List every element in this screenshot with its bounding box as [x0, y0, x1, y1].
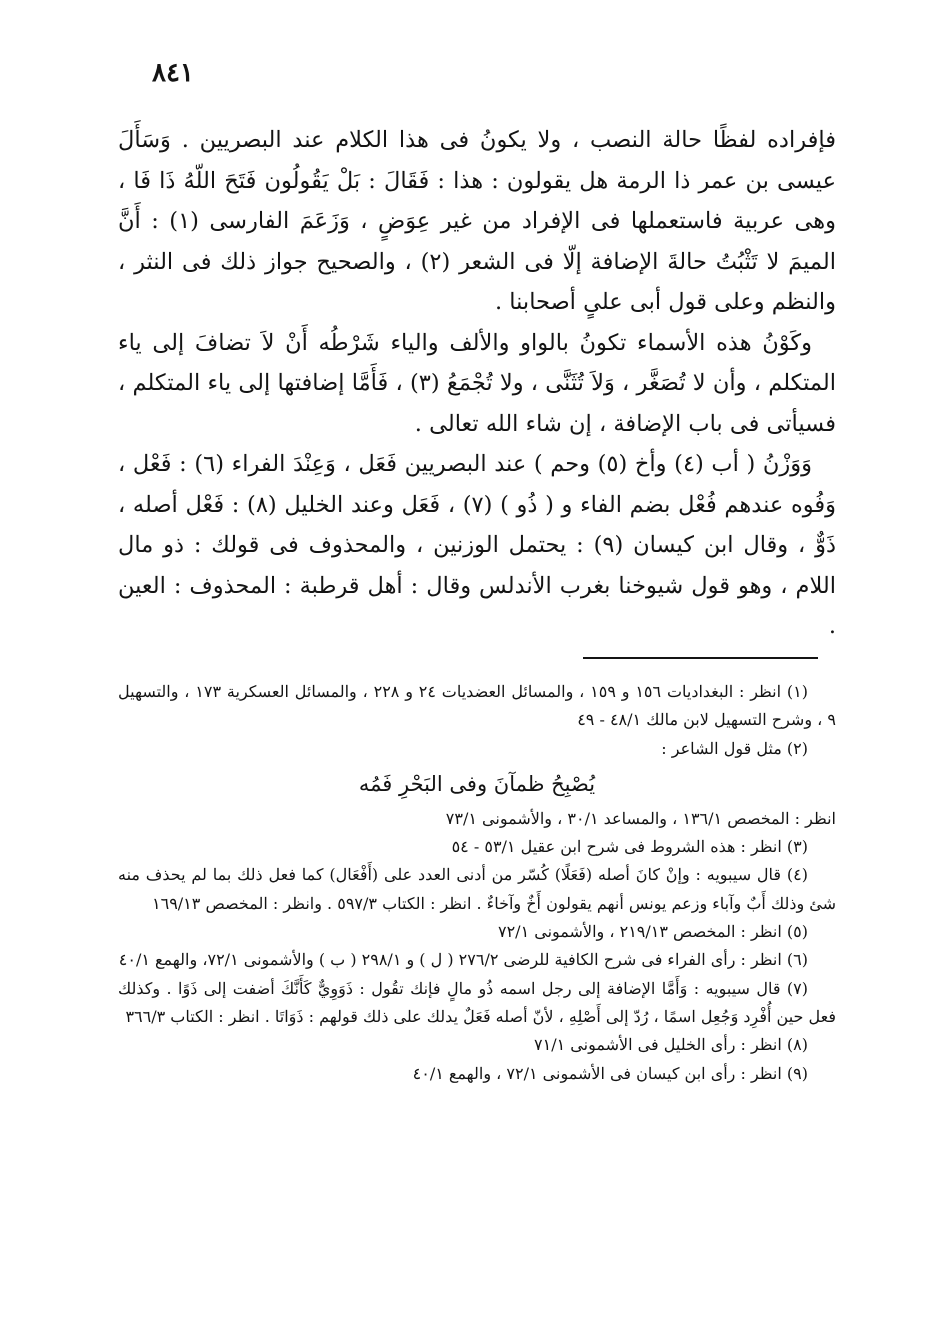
footnote-7: (٧) قال سيبويه : وَأَمَّا الإضافة إلى رجل اسمه ذُو مالٍ فإنك تقُول : ذَوَوِيٌّ كَأَنَّكَ أضفت إلى ذَوًا . وكذلك فعل حين أُفْرِد وَجُعِل اسمًا ، رُدّ إلى أَصْلِهِ ، لأنّ أصله فَعَلٌ يدلك على ذلك قولهم : ذَوَاتَا . انظر : الكتاب ٣٦٦/٣	[118, 978, 836, 1026]
footnote-8: (٨) انظر : رأى الخليل فى الأشمونى ٧١/١	[534, 1035, 808, 1055]
footnote-4: (٤) قال سيبويه : وإنْ كانَ أصله (فَعَلًا) كُسّر من أدنى العدد على (أَفْعَال) كما فعل ذلك بما لم يحذف منه شئ وذلك أَبٌ وآباء وزعم يونس أنهم يقولون أَخٌ وآخاءٌ . انظر : الكتاب ٥٩٧/٣ . وانظر : المخصص ١٦٩/١٣	[118, 865, 836, 913]
footnote-5: (٥) انظر : المخصص ٢١٩/١٣ ، والأشمونى ٧٢/١	[497, 922, 808, 942]
footnote-6: (٦) انظر : رأى الفراء فى شرح الكافية للرضى ٢٧٦/٢ ( ل ) و ٢٩٨/١ ( ب ) والأشمونى ٧٢/١، والهمع ٤٠/١	[118, 950, 808, 970]
footnote-1: (١) انظر : البغداديات ١٥٦ و ١٥٩ ، والمسائل العضديات ٢٤ و ٢٢٨ ، والمسائل العسكرية ١٧٣ ، والتسهيل ٩ ، وشرح التسهيل لابن مالك ٤٨/١ - ٤٩	[118, 682, 836, 730]
footnote-2-verse: يُصْبِحُ ظمآنَ وفى البَحْرِ فَمُه	[358, 771, 596, 796]
footnote-3: (٣) انظر : هذه الشروط فى شرح ابن عقيل ٥٣/١ - ٥٤	[451, 837, 808, 857]
footnotes	[118, 678, 836, 1088]
main-text	[118, 120, 836, 647]
paragraph-3: وَوَزْنُ ( أب (٤) وأخ (٥) وحم ) عند البصريين فَعَل ، وَعِنْدَ الفراء (٦) : فَعْل ، وَفُوه عندهم فُعْل بضم الفاء و ( ذُو ) (٧) ، فَعَل وعند الخليل (٨) : فَعْل أصله ، ذَوٌّ ، وقال ابن كيسان (٩) : يحتمل الوزنين ، والمحذوف فى قولك : ذو مال اللام ، وهو قول شيوخنا بغرب الأندلس وقال : أهل قرطبة : المحذوف : العين .	[118, 451, 836, 639]
paragraph-2: وكَوْنُ هذه الأسماء تكونُ بالواو والألف والياء شَرْطُه أَنْ لاَ تضافَ إلى ياء المتكلم ، وأن لا تُصَغَّر ، وَلاَ تُثَنَّى ، ولا تُجْمَعُ (٣) ، فَأَمَّا إضافتها إلى ياء المتكلم ، فسيأتى فى باب الإضافة ، إن شاء الله تعالى .	[118, 329, 836, 437]
footnote-separator	[583, 657, 818, 659]
page-number: ٨٤١	[152, 58, 194, 88]
paragraph-1: فإفراده لفظًا حالة النصب ، ولا يكونُ فى هذا الكلام عند البصريين . وَسَأَلَ عيسى بن عمر ذا الرمة هل يقولون : هذا : فَقَالَ : بَلْ يَقُولُون فَتَحَ اللّهُ ذَا فَا ، وهى عربية فاستعملها فى الإفراد من غير عِوَضٍ ، وَزَعَمَ الفارسى (١) : أَنَّ الميمَ لا تَثْبُتُ حالةَ الإضافة إلّا فى الشعر (٢) ، والصحيح جواز ذلك فى النثر ، والنظم وعلى قول أبى علىٍ أصحابنا .	[118, 127, 836, 315]
footnote-9: (٩) انظر : رأى ابن كيسان فى الأشمونى ٧٢/١ ، والهمع ٤٠/١	[412, 1063, 808, 1083]
footnote-2-reference: انظر : المخصص ١٣٦/١ ، والمساعد ٣٠/١ ، والأشمونى ٧٣/١	[445, 808, 836, 828]
footnote-2: (٢) مثل قول الشاعر :	[661, 738, 808, 758]
